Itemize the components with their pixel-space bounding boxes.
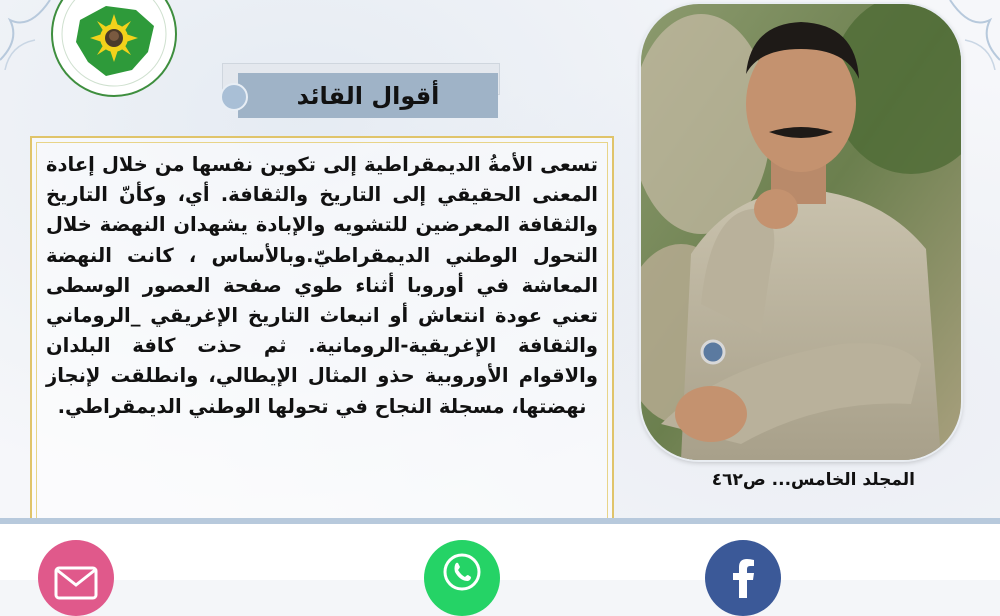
whatsapp-button[interactable] xyxy=(424,540,500,616)
source-caption: المجلد الخامس... ص٤٦٢ xyxy=(711,470,915,490)
footer-bar xyxy=(0,524,1000,580)
facebook-button[interactable] xyxy=(705,540,781,616)
portrait-photo xyxy=(641,4,961,460)
header-dot xyxy=(220,83,248,111)
email-icon xyxy=(54,566,98,600)
organization-logo xyxy=(36,0,196,102)
header-title-box xyxy=(238,73,498,118)
whatsapp-icon xyxy=(440,550,484,594)
facebook-icon xyxy=(728,554,758,598)
email-button[interactable] xyxy=(38,540,114,616)
page-title: أقوال القائد xyxy=(296,81,440,110)
section-header xyxy=(222,73,498,118)
quote-text: تسعى الأمةُ الديمقراطية إلى تكوين نفسها من خلال إعادة المعنى الحقيقي إلى التاريخ والثقافة. أي، وكأنّ التاريخ والثقافة المعرضين للتشويه والإبادة يشهدان النهضة خلال التحول الوطني الديمقراطيّ.وبالأساس ، كانت النهضة المعاشة في أوروبا أثناء طوي صفحة العصور الوسطى تعني عودة انتعاش أو انبعاث التاريخ الإغريقي _الروماني والثقافة الإغريقية-الرومانية. ثم حذت كافة البلدان والاقوام الأوروبية حذو المثال الإيطالي، وانطلقت لإنجاز نهضتها، مسجلة النجاح في تحولها الوطني الديمقراطي. xyxy=(46,153,598,418)
